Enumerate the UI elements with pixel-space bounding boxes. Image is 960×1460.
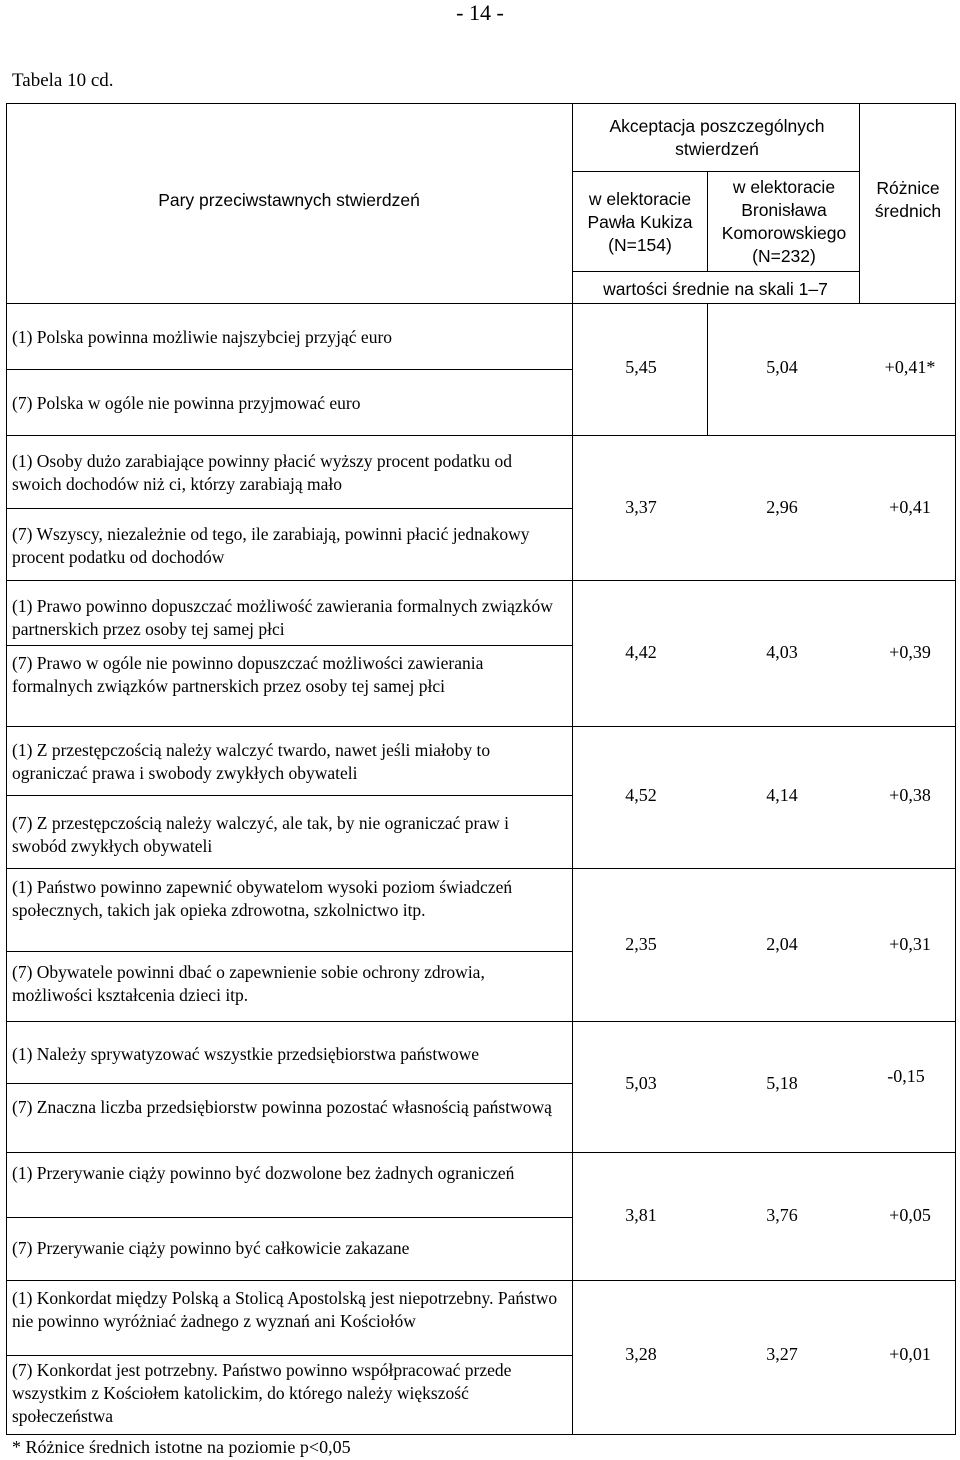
statement-7: (7) Prawo w ogóle nie powinno dopuszczać możliwości zawierania formalnych związków partnerskich przez osoby tej samej płci — [12, 653, 484, 696]
header-kukiz: w elektoracie Pawła Kukiza (N=154) — [587, 189, 693, 255]
value-diff: +0,31 — [889, 934, 931, 954]
statement-7: (7) Konkordat jest potrzebny. Państwo powinno współpracować przede wszystkim z Kościołem katolickim, do którego należy większość społeczeństwa — [12, 1360, 512, 1426]
statement-7: (7) Z przestępczością należy walczyć, ale tak, by nie ograniczać praw i swobód zwykłych obywateli — [12, 813, 510, 856]
row-separator — [6, 868, 956, 869]
statement-7: (7) Przerywanie ciąży powinno być całkowicie zakazane — [12, 1238, 410, 1258]
value-diff: +0,41 — [889, 497, 931, 517]
statement-7: (7) Obywatele powinni dbać o zapewnienie sobie ochrony zdrowia, możliwości kształcenia dzieci itp. — [12, 962, 485, 1005]
header-acceptance: Akceptacja poszczególnych stwierdzeń — [609, 116, 825, 159]
value-kukiz: 3,37 — [625, 497, 657, 517]
table-left-border — [6, 103, 7, 1435]
header-pairs: Pary przeciwstawnych stwierdzeń — [158, 190, 420, 210]
footnote: * Różnice średnich istotne na poziomie p<0,05 — [12, 1437, 351, 1457]
value-komorowski: 2,04 — [766, 934, 798, 954]
value-diff: -0,15 — [887, 1066, 925, 1086]
value-komorowski: 4,14 — [766, 785, 798, 805]
table-top-border — [6, 103, 956, 104]
value-kukiz: 4,52 — [625, 785, 657, 805]
statement-1: (1) Z przestępczością należy walczyć twardo, nawet jeśli miałoby to ograniczać prawa i swobody zwykłych obywateli — [12, 740, 491, 783]
value-komorowski: 5,18 — [766, 1073, 798, 1093]
statement-divider — [6, 508, 572, 509]
statement-divider — [6, 1083, 572, 1084]
table-right-border — [955, 103, 956, 1435]
header-diff-border — [859, 103, 860, 303]
row-value-border — [707, 303, 708, 435]
row-separator — [6, 1021, 956, 1022]
statement-1: (1) Państwo powinno zapewnić obywatelom wysoki poziom świadczeń społecznych, takich jak opieka zdrowotna, szkolnictwo itp. — [12, 877, 513, 920]
statement-7: (7) Znaczna liczba przedsiębiorstw powinna pozostać własnością państwową — [12, 1097, 552, 1117]
header-inner-line — [572, 171, 859, 172]
table-bottom-border — [6, 1434, 956, 1435]
statement-1: (1) Konkordat między Polską a Stolicą Apostolską jest niepotrzebny. Państwo nie powinno wyróżniać żadnego z wyznań ani Kościołów — [12, 1288, 558, 1331]
value-diff: +0,39 — [889, 642, 931, 662]
statement-divider — [6, 795, 572, 796]
value-komorowski: 2,96 — [766, 497, 798, 517]
statement-7: (7) Wszyscy, niezależnie od tego, ile zarabiają, powinni płacić jednakowy procent podatku od dochodów — [12, 524, 530, 567]
value-kukiz: 5,03 — [625, 1073, 657, 1093]
statement-7: (7) Polska w ogóle nie powinna przyjmować euro — [12, 393, 361, 413]
table-caption: Tabela 10 cd. — [12, 70, 114, 91]
statement-1: (1) Prawo powinno dopuszczać możliwość zawierania formalnych związków partnerskich przez osoby tej samej płci — [12, 596, 553, 639]
row-separator — [6, 580, 956, 581]
value-diff: +0,05 — [889, 1205, 931, 1225]
header-komorowski: w elektoracie Bronisława Komorowskiego (N=232) — [721, 177, 847, 266]
value-diff: +0,01 — [889, 1344, 931, 1364]
statement-divider — [6, 951, 572, 952]
value-kukiz: 2,35 — [625, 934, 657, 954]
statement-divider — [6, 1355, 572, 1356]
statements-column-border — [572, 103, 573, 1435]
statement-divider — [6, 369, 572, 370]
row-separator — [6, 435, 956, 436]
value-kukiz: 4,42 — [625, 642, 657, 662]
header-scale: wartości średnie na skali 1–7 — [603, 279, 828, 299]
statement-1: (1) Przerywanie ciąży powinno być dozwolone bez żadnych ograniczeń — [12, 1163, 515, 1183]
row-separator — [6, 1152, 956, 1153]
page-number: - 14 - — [456, 0, 504, 25]
header-inner-line — [572, 271, 859, 272]
statement-1: (1) Należy sprywatyzować wszystkie przedsiębiorstwa państwowe — [12, 1044, 479, 1064]
statement-divider — [6, 1217, 572, 1218]
statement-1: (1) Osoby dużo zarabiające powinny płacić wyższy procent podatku od swoich dochodów niż ci, którzy zarabiają mało — [12, 451, 513, 494]
value-komorowski: 3,76 — [766, 1205, 798, 1225]
header-diff: Różnice średnich — [874, 178, 942, 221]
header-electorate-border — [707, 171, 708, 271]
value-diff: +0,41* — [884, 357, 936, 377]
value-komorowski: 3,27 — [766, 1344, 798, 1364]
value-komorowski: 5,04 — [766, 357, 798, 377]
value-kukiz: 3,28 — [625, 1344, 657, 1364]
statement-divider — [6, 645, 572, 646]
statement-1: (1) Polska powinna możliwie najszybciej przyjąć euro — [12, 327, 393, 347]
value-diff: +0,38 — [889, 785, 931, 805]
value-kukiz: 5,45 — [625, 357, 657, 377]
value-komorowski: 4,03 — [766, 642, 798, 662]
value-kukiz: 3,81 — [625, 1205, 657, 1225]
row-separator — [6, 1280, 956, 1281]
header-bottom-border — [6, 303, 956, 304]
row-separator — [6, 726, 956, 727]
